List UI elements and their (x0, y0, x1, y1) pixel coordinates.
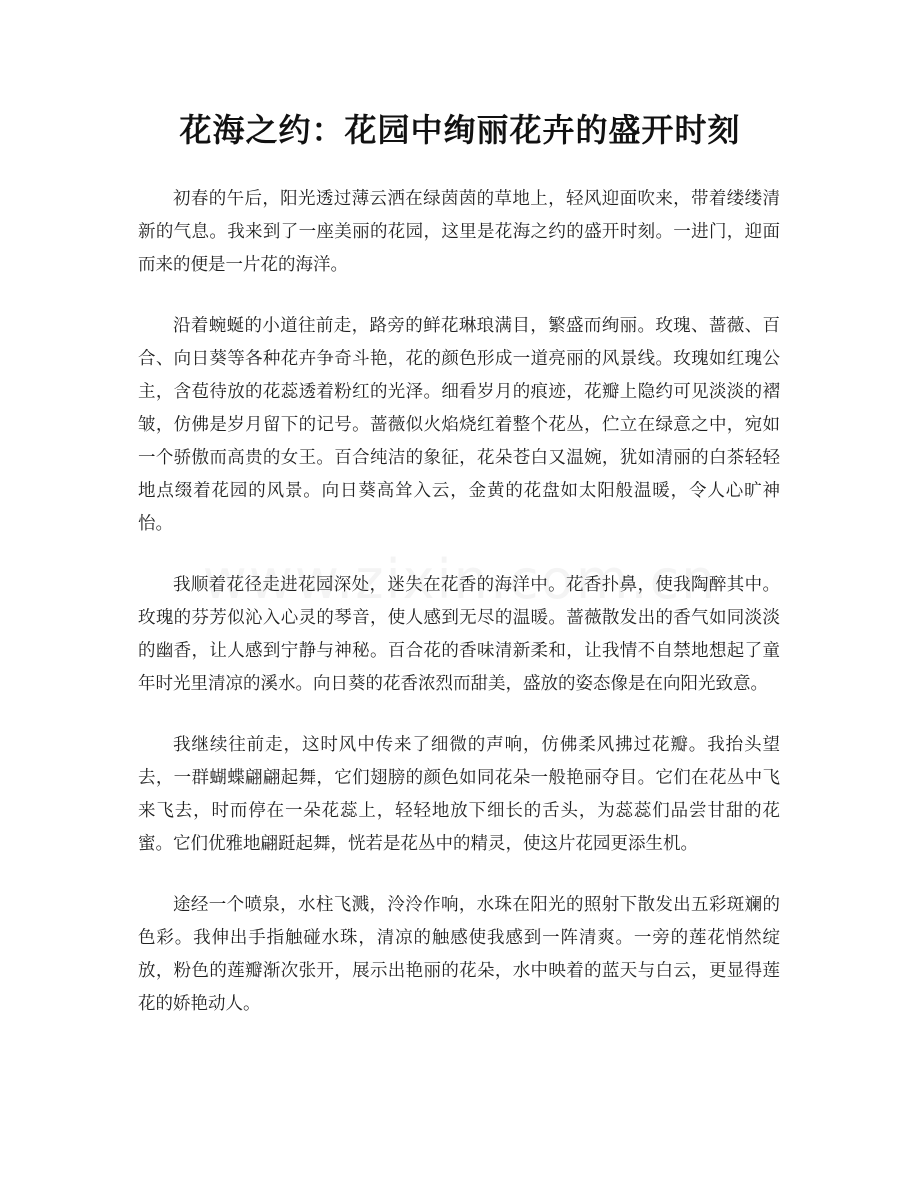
paragraph-4: 我继续往前走，这时风中传来了细微的声响，仿佛柔风拂过花瓣。我抬头望去，一群蝴蝶翩翩起舞，它们翅膀的颜色如同花朵一般艳丽夺目。它们在花丛中飞来飞去，时而停在一朵花蕊上，轻轻地放下细长的舌头，为蕊蕊们品尝甘甜的花蜜。它们优雅地翩跹起舞，恍若是花丛中的精灵，使这片花园更添生机。 (138, 735, 780, 854)
document-title: 花海之约：花园中绚丽花卉的盛开时刻 (179, 111, 741, 149)
paragraph-5: 途经一个喷泉，水柱飞溅，泠泠作响，水珠在阳光的照射下散发出五彩斑斓的色彩。我伸出手指触碰水珠，清凉的触感使我感到一阵清爽。一旁的莲花悄然绽放，粉色的莲瓣渐次张开，展示出艳丽的花朵，水中映着的蓝天与白云，更显得莲花的娇艳动人。 (138, 895, 780, 1014)
paragraph-2: 沿着蜿蜒的小道往前走，路旁的鲜花琳琅满目，繁盛而绚丽。玫瑰、蔷薇、百合、向日葵等各种花卉争奇斗艳，花的颜色形成一道亮丽的风景线。玫瑰如红瑰公主，含苞待放的花蕊透着粉红的光泽。细看岁月的痕迹，花瓣上隐约可见淡淡的褶皱，仿佛是岁月留下的记号。蔷薇似火焰烧红着整个花丛，伫立在绿意之中，宛如一个骄傲而高贵的女王。百合纯洁的象征，花朵苍白又温婉，犹如清丽的白茶轻轻地点缀着花园的风景。向日葵高耸入云，金黄的花盘如太阳般温暖，令人心旷神怡。 (138, 316, 780, 534)
document-body (138, 183, 780, 1049)
paragraph-1: 初春的午后，阳光透过薄云洒在绿茵茵的草地上，轻风迎面吹来，带着缕缕清新的气息。我来到了一座美丽的花园，这里是花海之约的盛开时刻。一进门，迎面而来的便是一片花的海洋。 (138, 189, 780, 275)
paragraph-3: 我顺着花径走进花园深处，迷失在花香的海洋中。花香扑鼻，使我陶醉其中。玫瑰的芬芳似沁入心灵的琴音，使人感到无尽的温暖。蔷薇散发出的香气如同淡淡的幽香，让人感到宁静与神秘。百合花的香味清新柔和，让我情不自禁地想起了童年时光里清凉的溪水。向日葵的花香浓烈而甜美，盛放的姿态像是在向阳光致意。 (138, 575, 780, 694)
